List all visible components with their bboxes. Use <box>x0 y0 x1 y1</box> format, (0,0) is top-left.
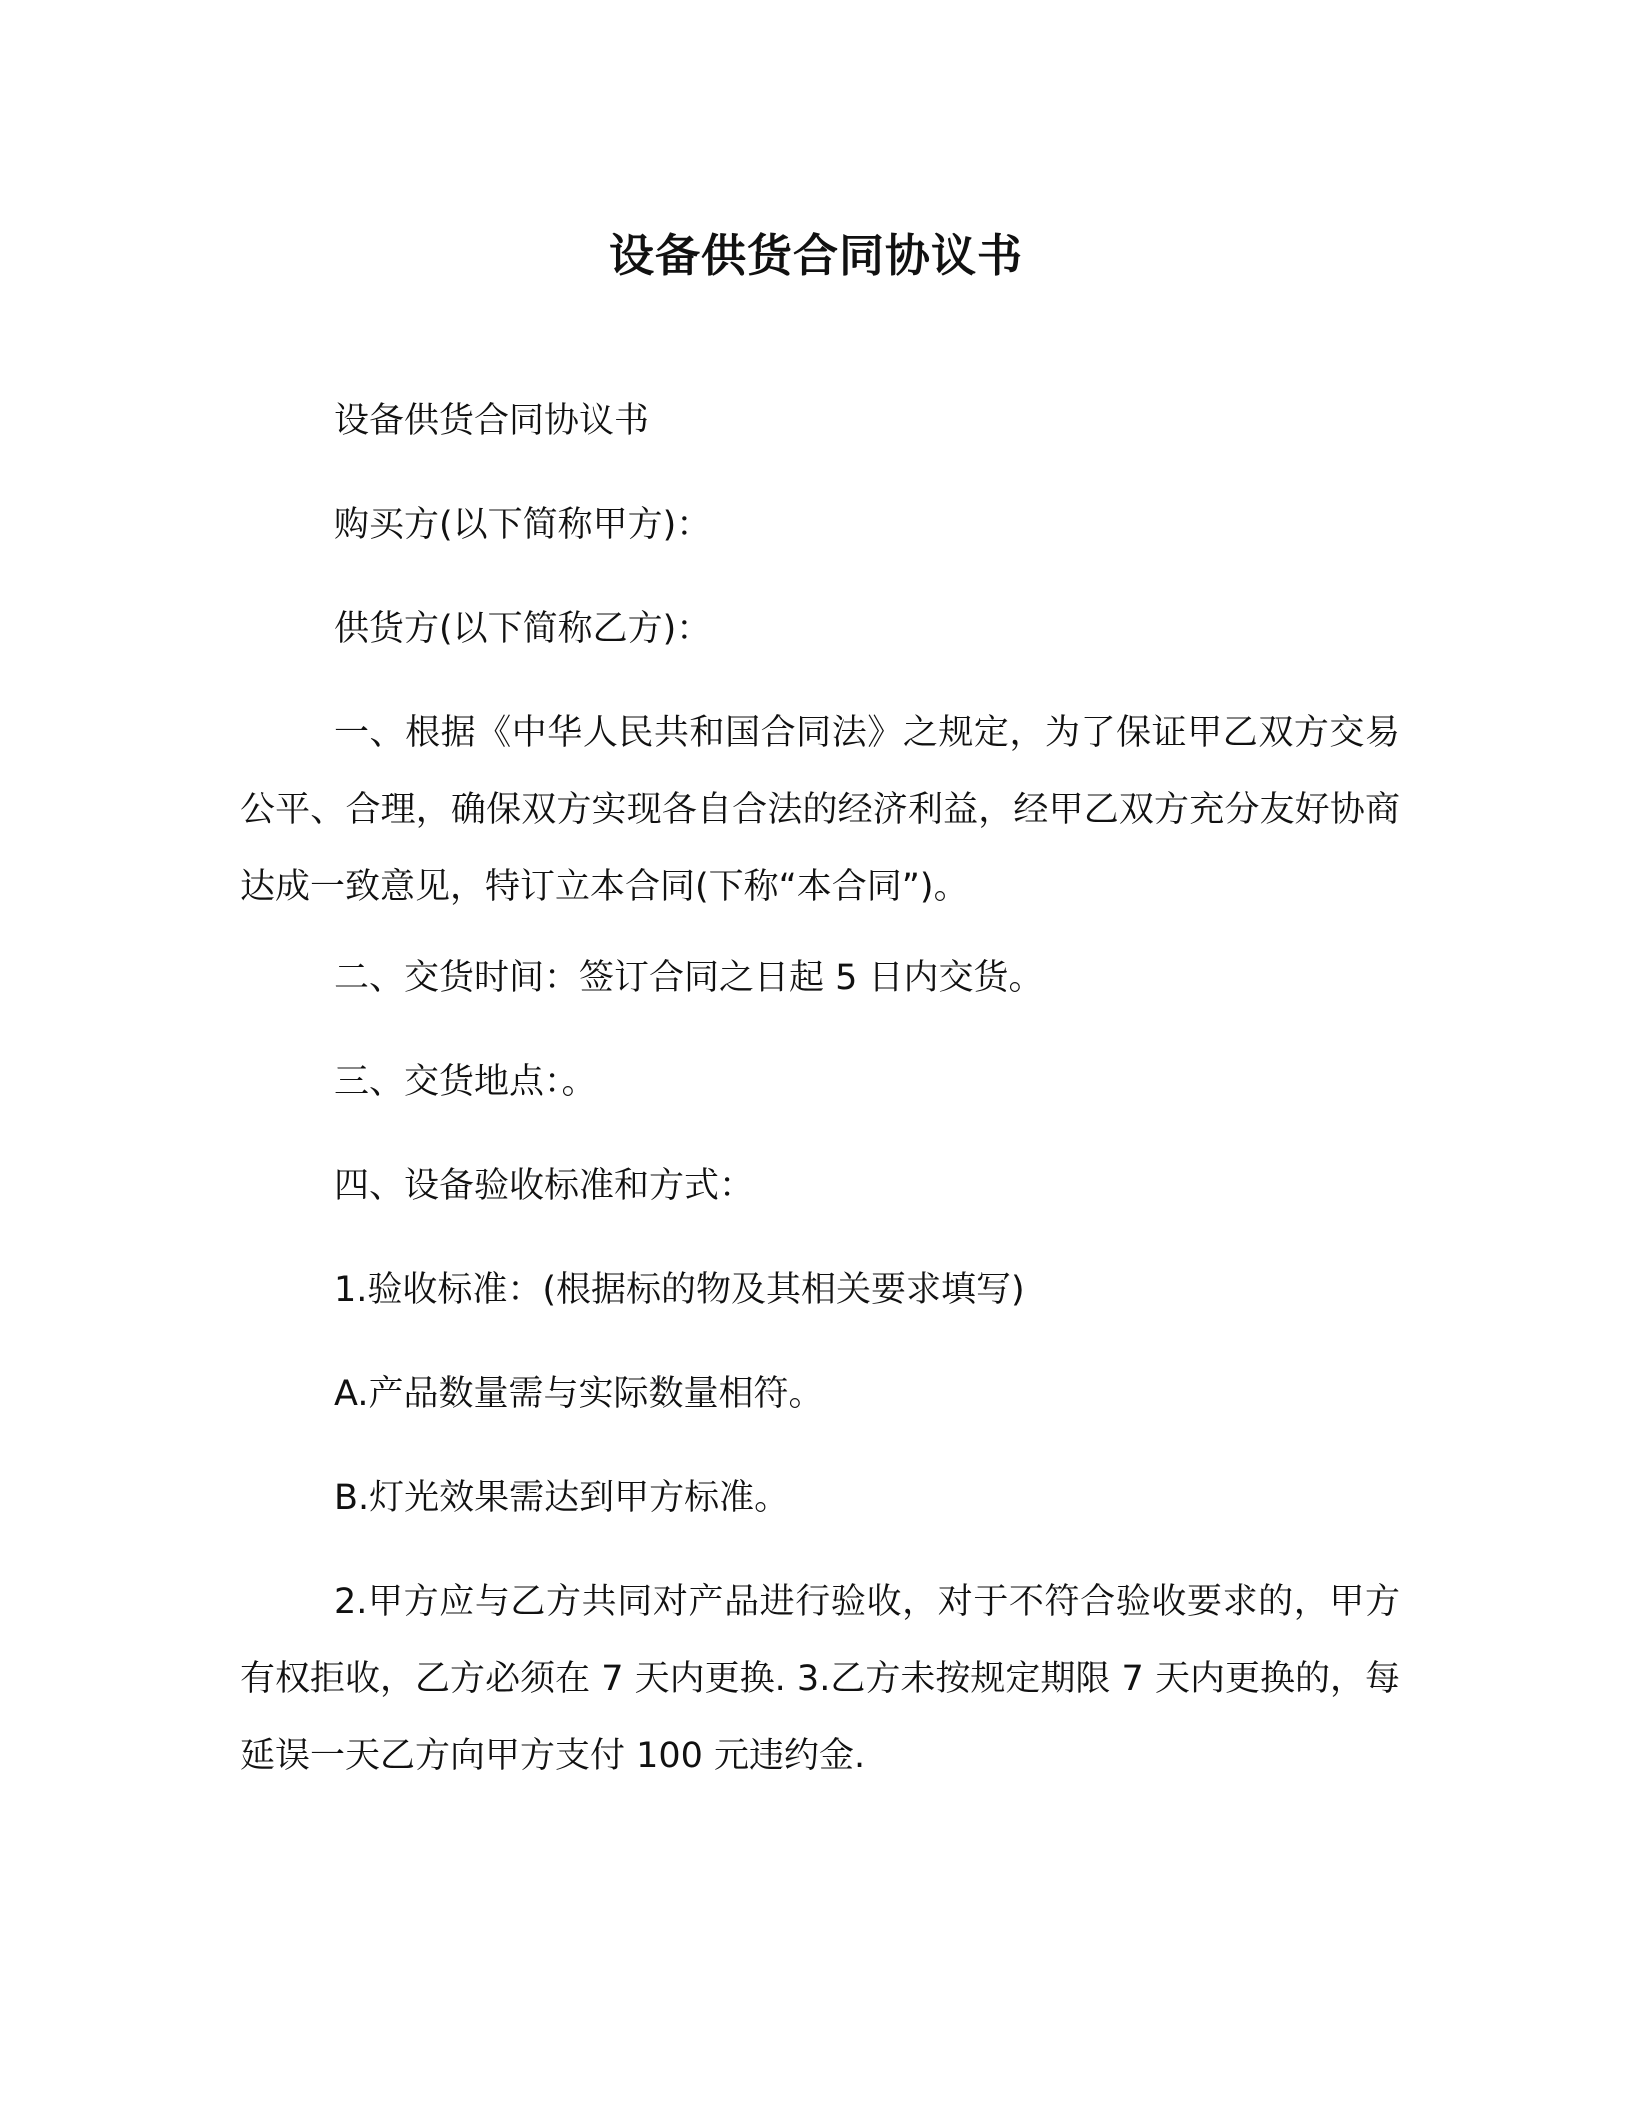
paragraph-heading: 设备供货合同协议书 <box>334 401 650 441</box>
document-body <box>240 395 1400 1821</box>
paragraph-supplier: 供货方(以下简称乙方)： <box>334 609 712 649</box>
paragraph-clause-4: 四、设备验收标准和方式： <box>334 1166 755 1206</box>
paragraph-item-b: B.灯光效果需达到甲方标准。 <box>334 1478 790 1518</box>
paragraph-clause-1: 一、根据《中华人民共和国合同法》之规定，为了保证甲乙双方交易公平、合理，确保双方实现各自合法的经济利益，经甲乙双方充分友好协商达成一致意见，特订立本合同(下称“本合同”)。 <box>240 713 1400 907</box>
paragraph-clause-2: 二、交货时间：签订合同之日起 5 日内交货。 <box>334 958 1044 998</box>
document-title: 设备供货合同协议书 <box>608 229 1023 282</box>
paragraph-acceptance-standard: 1.验收标准：(根据标的物及其相关要求填写) <box>334 1270 1025 1310</box>
paragraph-buyer: 购买方(以下简称甲方)： <box>334 505 712 545</box>
paragraph-acceptance-procedure: 2.甲方应与乙方共同对产品进行验收，对于不符合验收要求的，甲方有权拒收，乙方必须在 7 天内更换. 3.乙方未按规定期限 7 天内更换的，每延误一天乙方向甲方支付 100 元违约金. <box>240 1582 1400 1776</box>
paragraph-clause-3: 三、交货地点：。 <box>334 1062 597 1102</box>
paragraph-item-a: A.产品数量需与实际数量相符。 <box>334 1374 824 1414</box>
